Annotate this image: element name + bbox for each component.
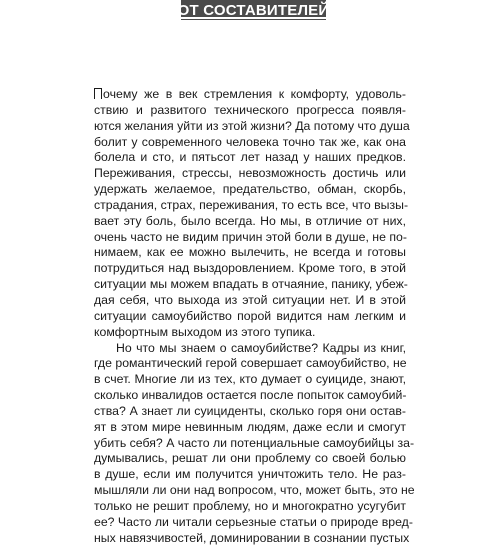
text-line: очень часто не видим причин этой боли в душе, не по- [94, 230, 406, 246]
text-line: ствию и развитого технического прогресса появля- [94, 103, 406, 119]
text-line: в душе, если им получится уничтожить тело. Не раз- [94, 467, 406, 483]
text-line: нимаем, как ее можно вылечить, не всегда и готовы [94, 245, 406, 261]
text-line: ных навязчивостей, доминировании в сознании пустых [94, 531, 406, 546]
text-line: где романтический герой совершает самоубийство, не [94, 356, 406, 372]
text-line: ства? А знает ли суициденты, сколько горя они остав- [94, 404, 406, 420]
text-line: Переживания, стрессы, невозможность достичь или [94, 166, 406, 182]
text-line: ются желания уйти из этой жизни? Да потому что душа [94, 119, 406, 135]
text-line: дая себя, что выхода из этой ситуации нет. И в этой [94, 293, 406, 309]
paragraph-2 [94, 341, 406, 546]
text-line: мышляли ли они над вопросом, что, может быть, это не [94, 483, 406, 499]
text-line: потрудиться над выздоровлением. Кроме того, в этой [94, 261, 406, 277]
text-line: болела и сто, и пятьсот лет назад у наших предков. [94, 150, 406, 166]
text-line: ее? Часто ли читали серьезные статьи о природе вред- [94, 515, 406, 531]
text-line: убить себя? А часто ли потенциальные самоубийцы за- [94, 436, 406, 452]
text-line: только не решит проблему, но и многократно усугубит [94, 499, 406, 515]
drop-cap-letter-icon [94, 88, 102, 99]
text-line: ситуации мы можем впадать в отчаяние, панику, убеж- [94, 277, 406, 293]
section-title: ОТ СОСТАВИТЕЛЕЙ [178, 3, 330, 18]
paragraph-1 [94, 103, 406, 341]
section-header-band [181, 0, 326, 20]
text-line: болит у современного человека точно так же, как она [94, 135, 406, 151]
text-line: комфортным выходом из этого тупика. [94, 325, 406, 341]
body-text [94, 87, 406, 546]
paragraph-1-first-line-text: очему же в век стремления к комфорту, удоволь- [103, 87, 406, 101]
text-line: ят в этом мире невинным людям, даже если и смогут [94, 420, 406, 436]
text-line: ситуации самоубийство порой видится нам легким и [94, 309, 406, 325]
text-line: страдания, страх, переживания, то есть все, что вызы- [94, 198, 406, 214]
text-line: думывались, решат ли они проблему со своей болью [94, 451, 406, 467]
text-line: сколько инвалидов остается после попыток самоубий- [94, 388, 406, 404]
text-line: вает эту боль, было всегда. Но мы, в отличие от них, [94, 214, 406, 230]
text-line: Но что мы знаем о самоубийстве? Кадры из книг, [94, 341, 406, 357]
text-line: в счет. Многие ли из тех, кто думает о суициде, знают, [94, 372, 406, 388]
text-line: удержать желаемое, предательство, обман, скорбь, [94, 182, 406, 198]
paragraph-1-first-line [94, 87, 406, 103]
